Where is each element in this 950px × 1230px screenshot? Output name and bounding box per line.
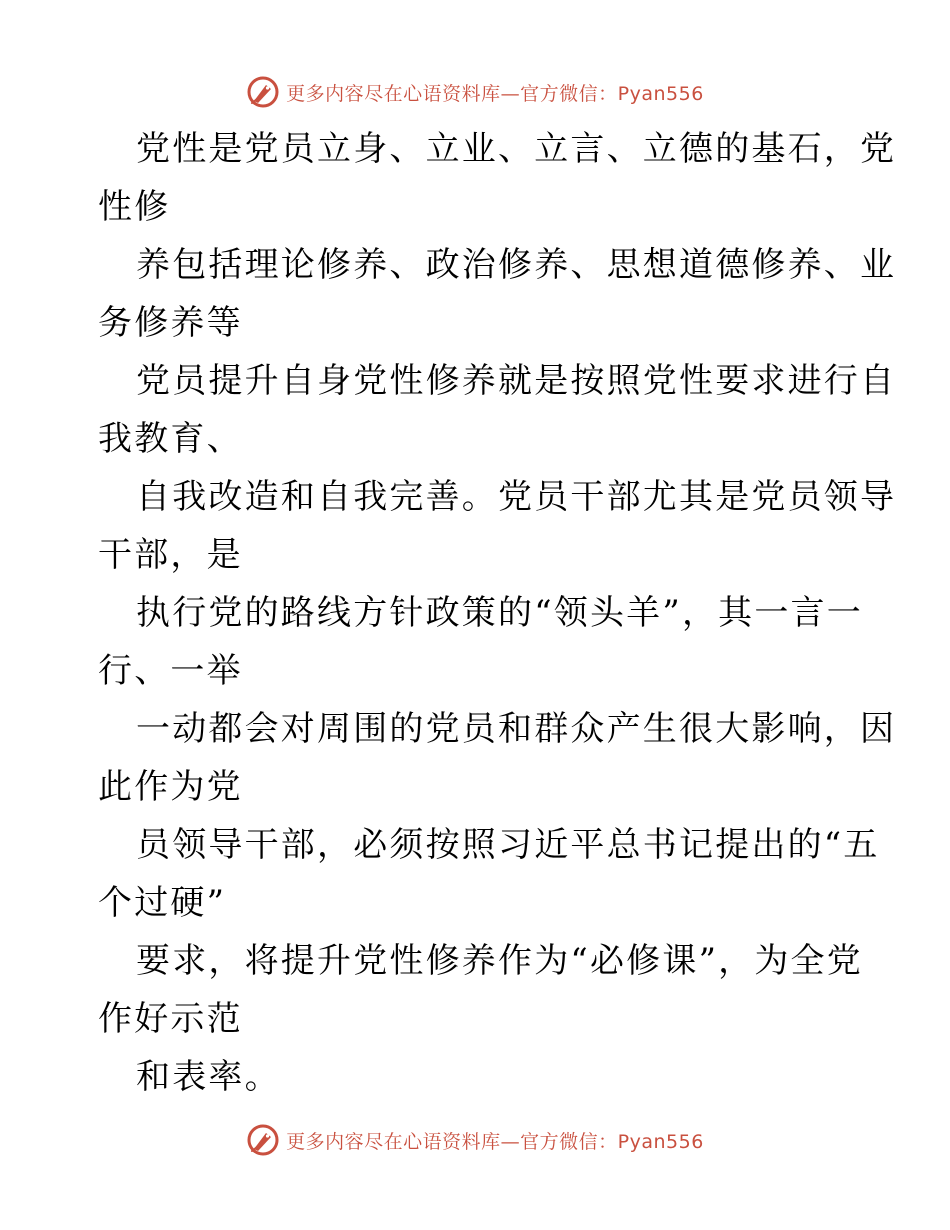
text-line: 执行党的路线方针政策的“领头羊”，其一言一: [136, 593, 863, 633]
header-watermark-banner: [0, 72, 950, 112]
wechat-account: Pyan556: [617, 1130, 704, 1153]
banner-slogan: 更多内容尽在心语资料库—官方微信：: [286, 1130, 618, 1153]
footer-watermark-banner: [0, 1120, 950, 1160]
text-line: 个过硬”: [98, 883, 227, 923]
text-line: 和表率。: [136, 1057, 281, 1097]
text-line: 要求，将提升党性修养作为“必修课”，为全党: [136, 941, 863, 981]
text-line: 务修养等: [98, 303, 243, 343]
banner-slogan: 更多内容尽在心语资料库—官方微信：: [286, 82, 618, 105]
text-line: 我教育、: [98, 419, 243, 459]
banner-content: [246, 75, 704, 109]
text-line: 党性是党员立身、立业、立言、立德的基石，党: [136, 129, 897, 169]
text-line: 养包括理论修养、政治修养、思想道德修养、业: [136, 245, 897, 285]
text-line: 干部，是: [98, 535, 243, 575]
text-line: 此作为党: [98, 767, 243, 807]
pen-nib-circle-icon: [246, 1123, 280, 1157]
text-line: 性修: [98, 187, 171, 227]
document-body: [98, 120, 897, 1106]
banner-text: [286, 1127, 704, 1154]
banner-content: [246, 1123, 704, 1157]
text-line: 行、一举: [98, 651, 243, 691]
text-line: 一动都会对周围的党员和群众产生很大影响，因: [136, 709, 897, 749]
text-line: 自我改造和自我完善。党员干部尤其是党员领导: [136, 477, 897, 517]
text-line: 作好示范: [98, 999, 243, 1039]
pen-nib-circle-icon: [246, 75, 280, 109]
text-line: 党员提升自身党性修养就是按照党性要求进行自: [136, 361, 897, 401]
text-line: 员领导干部，必须按照习近平总书记提出的“五: [136, 825, 880, 865]
wechat-account: Pyan556: [617, 82, 704, 105]
banner-text: [286, 79, 704, 106]
